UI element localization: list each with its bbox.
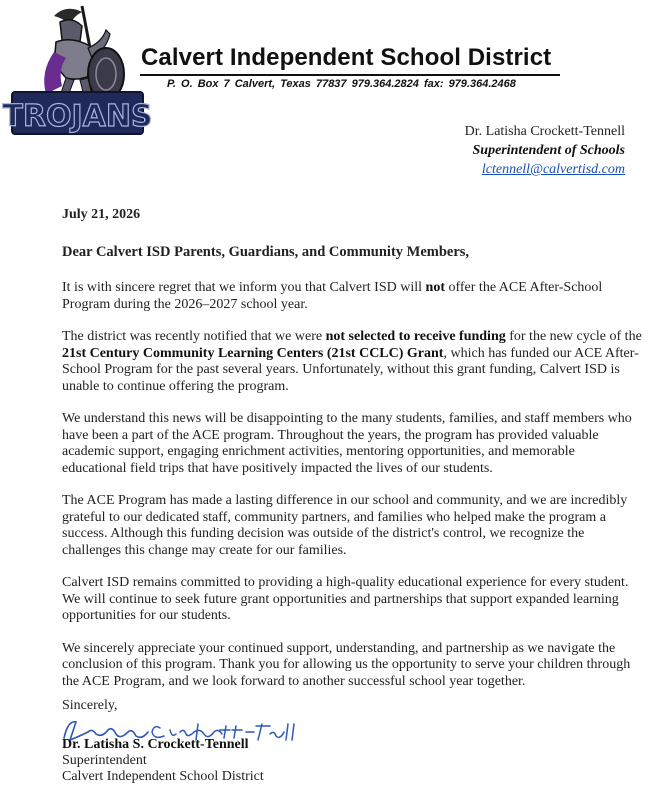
paragraph-2-emphasis-funding: not selected to receive funding [325,329,506,344]
paragraph-4: The ACE Program has made a lasting difference in our school and community, and we are incredibly grateful to our dedicated staff, community partners, and families who helped make the program a success. Although this funding decision was outside of the district's control, we recognize the challenges this change may create for our families. [62,493,628,558]
signer-organization: Calvert Independent School District [62,769,264,784]
paragraph-2-emphasis-grant: 21st Century Community Learning Centers (21st CCLC) Grant [62,345,444,361]
paragraph-2-text-a: The district was recently notified that we were [62,329,326,344]
district-name: Calvert Independent School District [141,44,552,71]
paragraph-2 [62,329,642,395]
logo-wordmark: TROJANS [2,99,153,134]
paragraph-2-text-c: for the new cycle of the [505,329,642,344]
sign-off: Sincerely, [62,698,118,713]
signer-title: Superintendent [62,753,147,768]
paragraph-1-emphasis: not [425,280,445,295]
paragraph-1-text-c: offer the ACE After-School Program during the 2026–2027 school year. [62,280,603,312]
paragraph-3: We understand this news will be disappointing to the many students, families, and staff members who have been a part of the ACE program. Throughout the years, the program has provided valuable academic support, engaging enrichment activities, mentoring opportunities, and memorable educational field trips that have positively impacted the lives of our students. [62,411,632,476]
superintendent-block [465,122,625,179]
letter-date: July 21, 2026 [62,207,141,222]
letterhead-rule [140,74,560,76]
superintendent-title: Superintendent of Schools [472,143,625,158]
superintendent-email-link[interactable]: lctennell@calvertisd.com [481,162,625,177]
superintendent-name: Dr. Latisha Crockett-Tennell [464,124,625,139]
salutation: Dear Calvert ISD Parents, Guardians, and Community Members, [62,243,470,260]
signer-name: Dr. Latisha S. Crockett-Tennell [62,737,249,752]
paragraph-1 [62,280,642,313]
letter-body [62,197,642,706]
paragraph-2-text-e: , which has funded our ACE After-School Program for the past several years. Unfortunately, without this grant funding, Calvert ISD is unable to continue offering the program. [62,345,639,394]
paragraph-5: Calvert ISD remains committed to providing a high-quality educational experience for every student. We will continue to seek future grant opportunities and partnerships that support expanded learning opportunities for our students. [62,575,629,623]
paragraph-1-text-a: It is with sincere regret that we inform you that Calvert ISD will [62,280,426,295]
trojans-logo-icon [2,2,153,137]
district-address: P. O. Box 7 Calvert, Texas 77837 979.364.2824 fax: 979.364.2468 [167,78,516,90]
paragraph-6: We sincerely appreciate your continued support, understanding, and partnership as we navigate the conclusion of this program. Thank you for allowing us the opportunity to serve your children through the ACE Program, and we look forward to another successful school year together. [62,640,631,689]
